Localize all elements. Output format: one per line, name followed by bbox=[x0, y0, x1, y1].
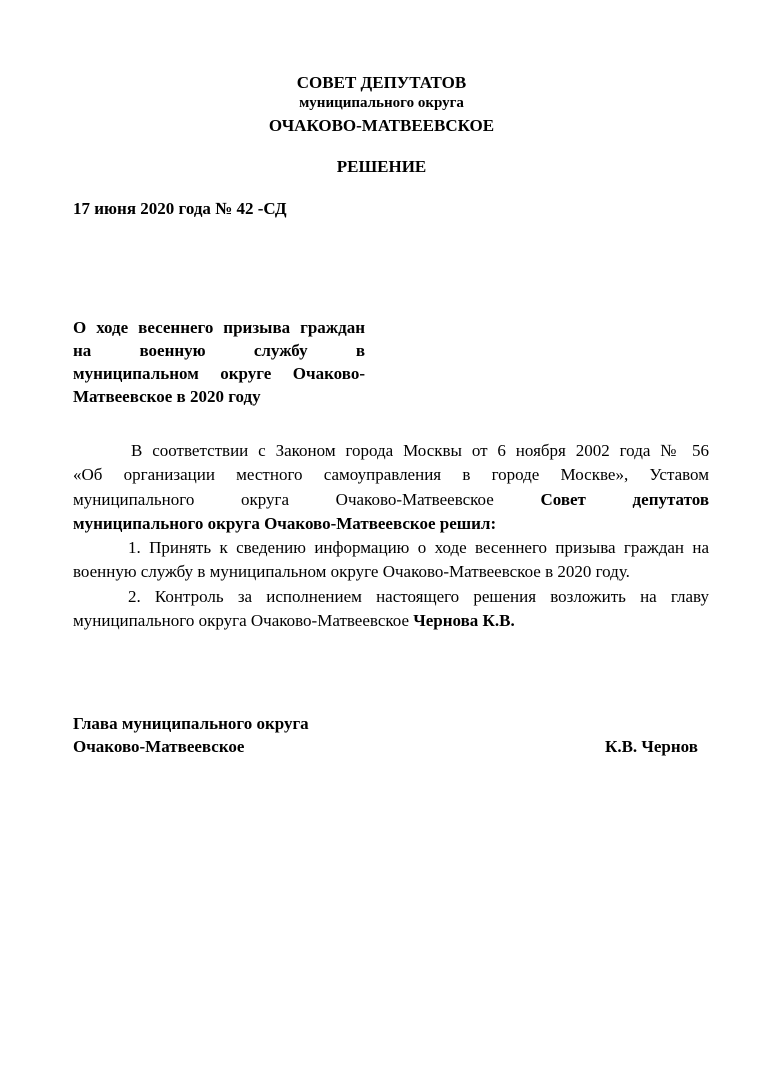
subject-line-1: О ходе весеннего призыва граждан bbox=[73, 318, 365, 337]
item-2-line-2 bbox=[73, 609, 709, 633]
decision-subject bbox=[73, 316, 365, 408]
subject-line-2: на военную службу в bbox=[73, 341, 365, 360]
preamble-line-4: муниципального округа Очаково-Матвеевское решил: bbox=[73, 513, 497, 533]
document-type-title: РЕШЕНИЕ bbox=[336, 157, 427, 176]
signatory-position bbox=[73, 712, 309, 758]
subject-line-3: муниципальном округе Очаково- bbox=[73, 364, 365, 383]
signatory-name: К.В. Чернов bbox=[605, 737, 698, 756]
item-2-line-2-regular: муниципального округа Очаково-Матвеевское bbox=[73, 611, 410, 631]
item-1-line-2: военную службу в муниципальном округе Очаково-Матвеевское в 2020 году. bbox=[73, 562, 630, 582]
subject-line-4: Матвеевское в 2020 году bbox=[73, 387, 261, 406]
preamble-line-1: В соответствии с Законом города Москвы от 6 ноября 2002 года № 56 bbox=[131, 441, 709, 460]
decision-body bbox=[73, 439, 709, 633]
item-1-line-1: 1. Принять к сведению информацию о ходе весеннего призыва граждан на bbox=[128, 538, 709, 558]
signatory-position-line-1: Глава муниципального округа bbox=[73, 714, 309, 733]
preamble-line-3-bold: Совет депутатов bbox=[540, 489, 709, 509]
council-title: СОВЕТ ДЕПУТАТОВ bbox=[296, 73, 467, 92]
item-2-line-1: 2. Контроль за исполнением настоящего решения возложить на главу bbox=[128, 586, 709, 606]
preamble-line-3 bbox=[73, 488, 709, 512]
council-subtitle: муниципального округа bbox=[299, 95, 464, 111]
signatory-position-line-2: Очаково-Матвеевское bbox=[73, 737, 245, 756]
preamble-line-3-regular: муниципального округа Очаково-Матвеевское bbox=[73, 489, 494, 509]
district-name: ОЧАКОВО-МАТВЕЕВСКОЕ bbox=[268, 116, 495, 135]
preamble-line-2: «Об организации местного самоуправления в городе Москве», Уставом bbox=[73, 465, 709, 485]
document-date-number: 17 июня 2020 года № 42 -СД bbox=[73, 199, 287, 218]
item-2-line-2-bold: Чернова К.В. bbox=[413, 611, 515, 631]
